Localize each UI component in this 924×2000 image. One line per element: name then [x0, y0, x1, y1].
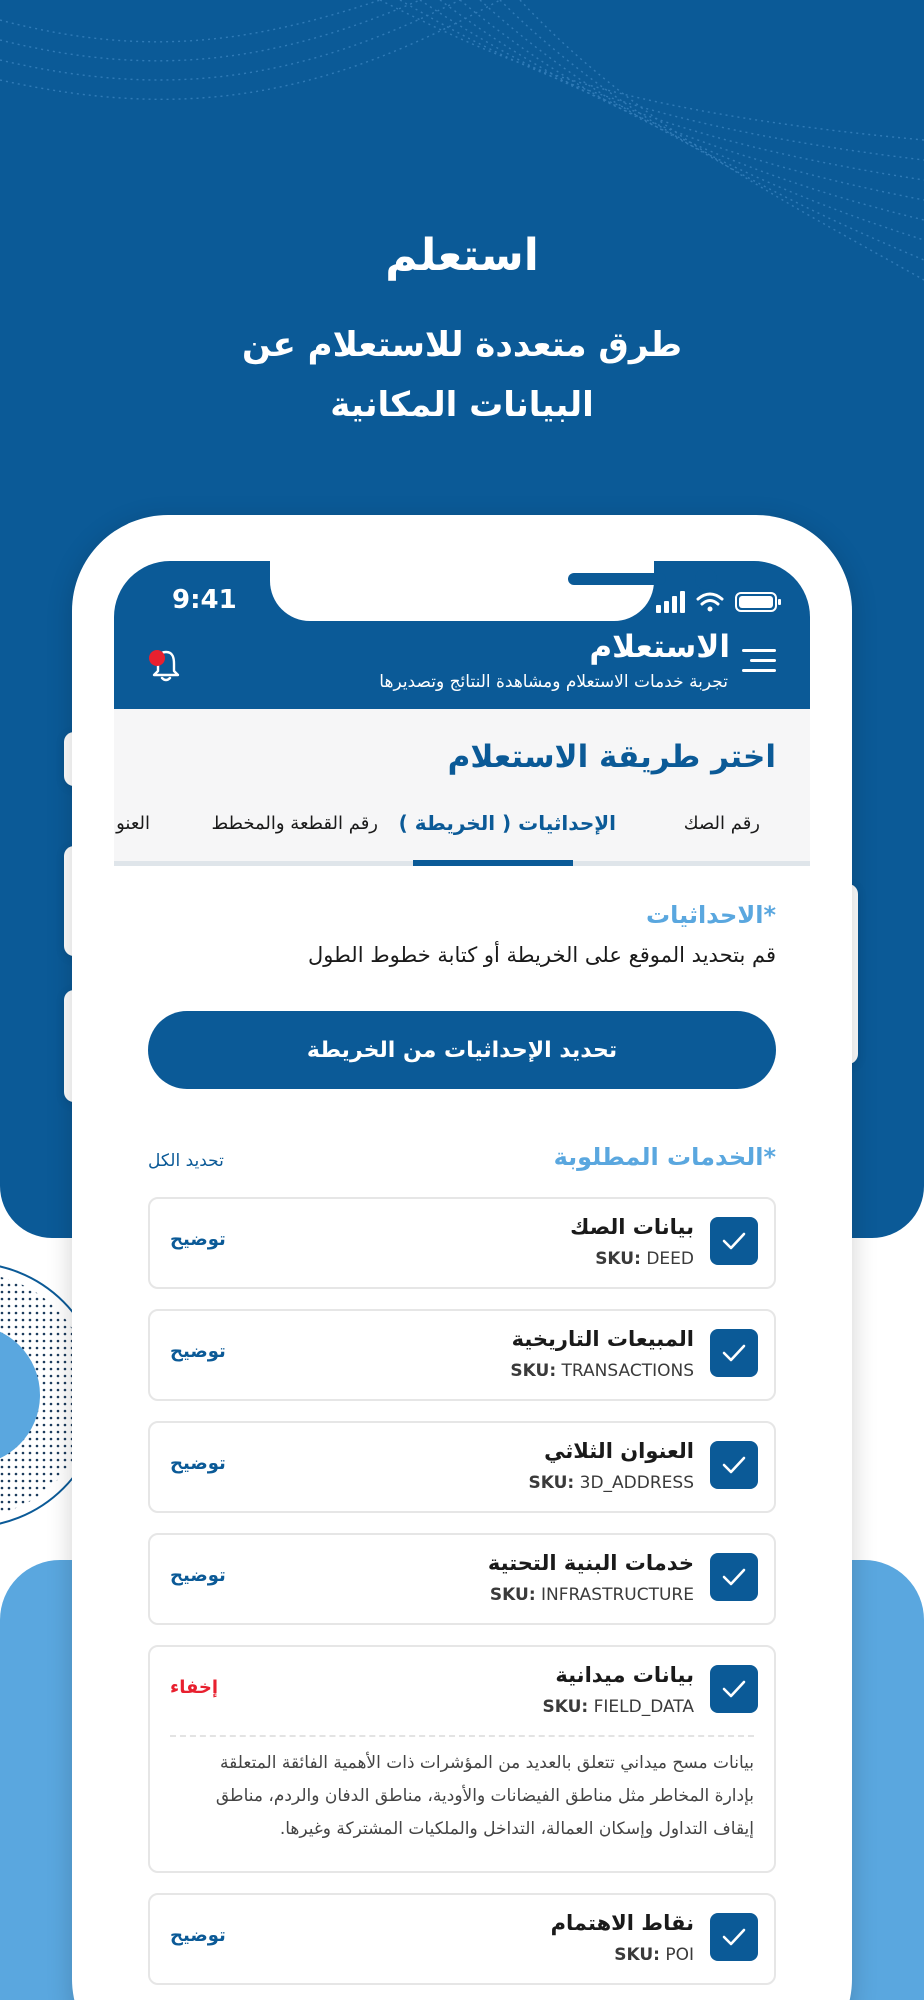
detail-divider: [170, 1735, 754, 1737]
sku-value: POI: [665, 1945, 694, 1965]
service-checkbox[interactable]: [710, 1913, 758, 1961]
service-sku: [529, 1473, 695, 1493]
tab-deed-number[interactable]: رقم الصك: [683, 813, 760, 834]
service-checkbox[interactable]: [710, 1665, 758, 1713]
phone-notch: [270, 561, 654, 621]
sku-value: DEED: [646, 1249, 694, 1269]
check-icon: [722, 1927, 746, 1947]
select-coordinates-button[interactable]: تحديد الإحداثيات من الخريطة: [148, 1011, 776, 1089]
status-icons: [656, 591, 784, 613]
app-header: [114, 561, 810, 709]
required-services-label: *الخدمات المطلوبة: [553, 1143, 776, 1171]
service-info-link[interactable]: توضيح: [170, 1565, 226, 1586]
service-name: خدمات البنية التحتية: [487, 1551, 694, 1575]
tab-coordinates-map[interactable]: الإحداثيات ( الخريطة ): [398, 811, 616, 835]
camera-icon: [695, 568, 717, 590]
query-method-section: [114, 709, 810, 861]
sku-prefix: SKU:: [614, 1945, 660, 1965]
sku-value: 3D_ADDRESS: [579, 1473, 694, 1493]
service-info-link[interactable]: توضيح: [170, 1341, 226, 1362]
coordinates-description: قم بتحديد الموقع على الخريطة أو كتابة خطوط الطول: [307, 943, 776, 967]
decorative-dots-circle: [0, 1255, 80, 1535]
service-hide-link[interactable]: إخفاء: [170, 1677, 219, 1698]
tab-address-label: العنو: [116, 813, 150, 834]
check-icon: [722, 1455, 746, 1475]
service-sku: [595, 1249, 694, 1269]
tab-plot-number[interactable]: رقم القطعة والمخطط: [211, 813, 378, 834]
sku-prefix: SKU:: [595, 1249, 641, 1269]
sku-prefix: SKU:: [528, 1473, 575, 1493]
tab-address[interactable]: [114, 813, 150, 834]
service-name: العنوان الثلاثي: [544, 1439, 694, 1463]
service-name: المبيعات التاريخية: [511, 1327, 694, 1351]
service-card-deed: [148, 1197, 776, 1289]
service-checkbox[interactable]: [710, 1553, 758, 1601]
service-sku: [490, 1585, 694, 1605]
service-card-transactions: [148, 1309, 776, 1401]
speaker-icon: [568, 573, 666, 585]
menu-icon[interactable]: [742, 645, 776, 675]
hero-title: استعلم: [385, 230, 539, 281]
check-icon: [722, 1231, 746, 1251]
service-info-link[interactable]: توضيح: [170, 1453, 226, 1474]
app-subtitle: تجربة خدمات الاستعلام ومشاهدة النتائج وتصديرها: [379, 672, 728, 692]
query-method-title: اختر طريقة الاستعلام: [447, 739, 776, 775]
signal-icon: [656, 591, 685, 613]
notification-badge: [149, 650, 165, 666]
hero-subtitle-line-1: طرق متعددة للاستعلام عن: [241, 325, 682, 365]
service-sku: [614, 1945, 694, 1965]
service-detail-text: [170, 1747, 754, 1846]
sku-prefix: SKU:: [510, 1361, 557, 1381]
service-name: بيانات الصك: [570, 1215, 694, 1239]
detail-line: بيانات مسح ميداني تتعلق بالعديد من المؤشرات ذات الأهمية الفائقة المتعلقة: [220, 1753, 754, 1773]
coordinates-label: *الاحداثيات: [646, 901, 776, 929]
sku-value: FIELD_DATA: [593, 1697, 694, 1717]
select-all-link[interactable]: تحديد الكل: [148, 1151, 224, 1171]
service-checkbox[interactable]: [710, 1329, 758, 1377]
service-checkbox[interactable]: [710, 1217, 758, 1265]
sku-prefix: SKU:: [542, 1697, 589, 1717]
service-card-infrastructure: [148, 1533, 776, 1625]
battery-icon: [736, 593, 781, 611]
hero-subtitle-line-2: البيانات المكانية: [330, 385, 594, 425]
detail-line: بإدارة المخاطر مثل مناطق الفيضانات والأودية، مناطق الدفان والردم، مناطق: [215, 1786, 754, 1806]
hero-subtitle: [0, 315, 924, 435]
status-time: 9:41: [172, 585, 237, 615]
service-sku: [542, 1697, 694, 1717]
app-title: الاستعلام: [589, 629, 730, 665]
sku-prefix: SKU:: [489, 1585, 536, 1605]
service-sku: [510, 1361, 694, 1381]
service-name: نقاط الاهتمام: [550, 1911, 694, 1935]
wifi-icon: [698, 594, 722, 612]
check-icon: [722, 1679, 746, 1699]
service-card-poi: [148, 1893, 776, 1985]
service-info-link[interactable]: توضيح: [170, 1229, 226, 1250]
service-checkbox[interactable]: [710, 1441, 758, 1489]
service-info-link[interactable]: توضيح: [170, 1925, 226, 1946]
service-name: بيانات ميدانية: [555, 1663, 694, 1687]
sku-value: TRANSACTIONS: [561, 1361, 694, 1381]
active-tab-indicator: [413, 860, 573, 866]
check-icon: [722, 1567, 746, 1587]
phone-screen: [114, 561, 810, 2000]
check-icon: [722, 1343, 746, 1363]
detail-line: إيقاف التداول وإسكان العمالة، التداخل والملكيات المشتركة وغيرها.: [279, 1819, 754, 1839]
sku-value: INFRASTRUCTURE: [541, 1585, 694, 1605]
service-card-field-data: [148, 1645, 776, 1873]
service-card-3d-address: [148, 1421, 776, 1513]
